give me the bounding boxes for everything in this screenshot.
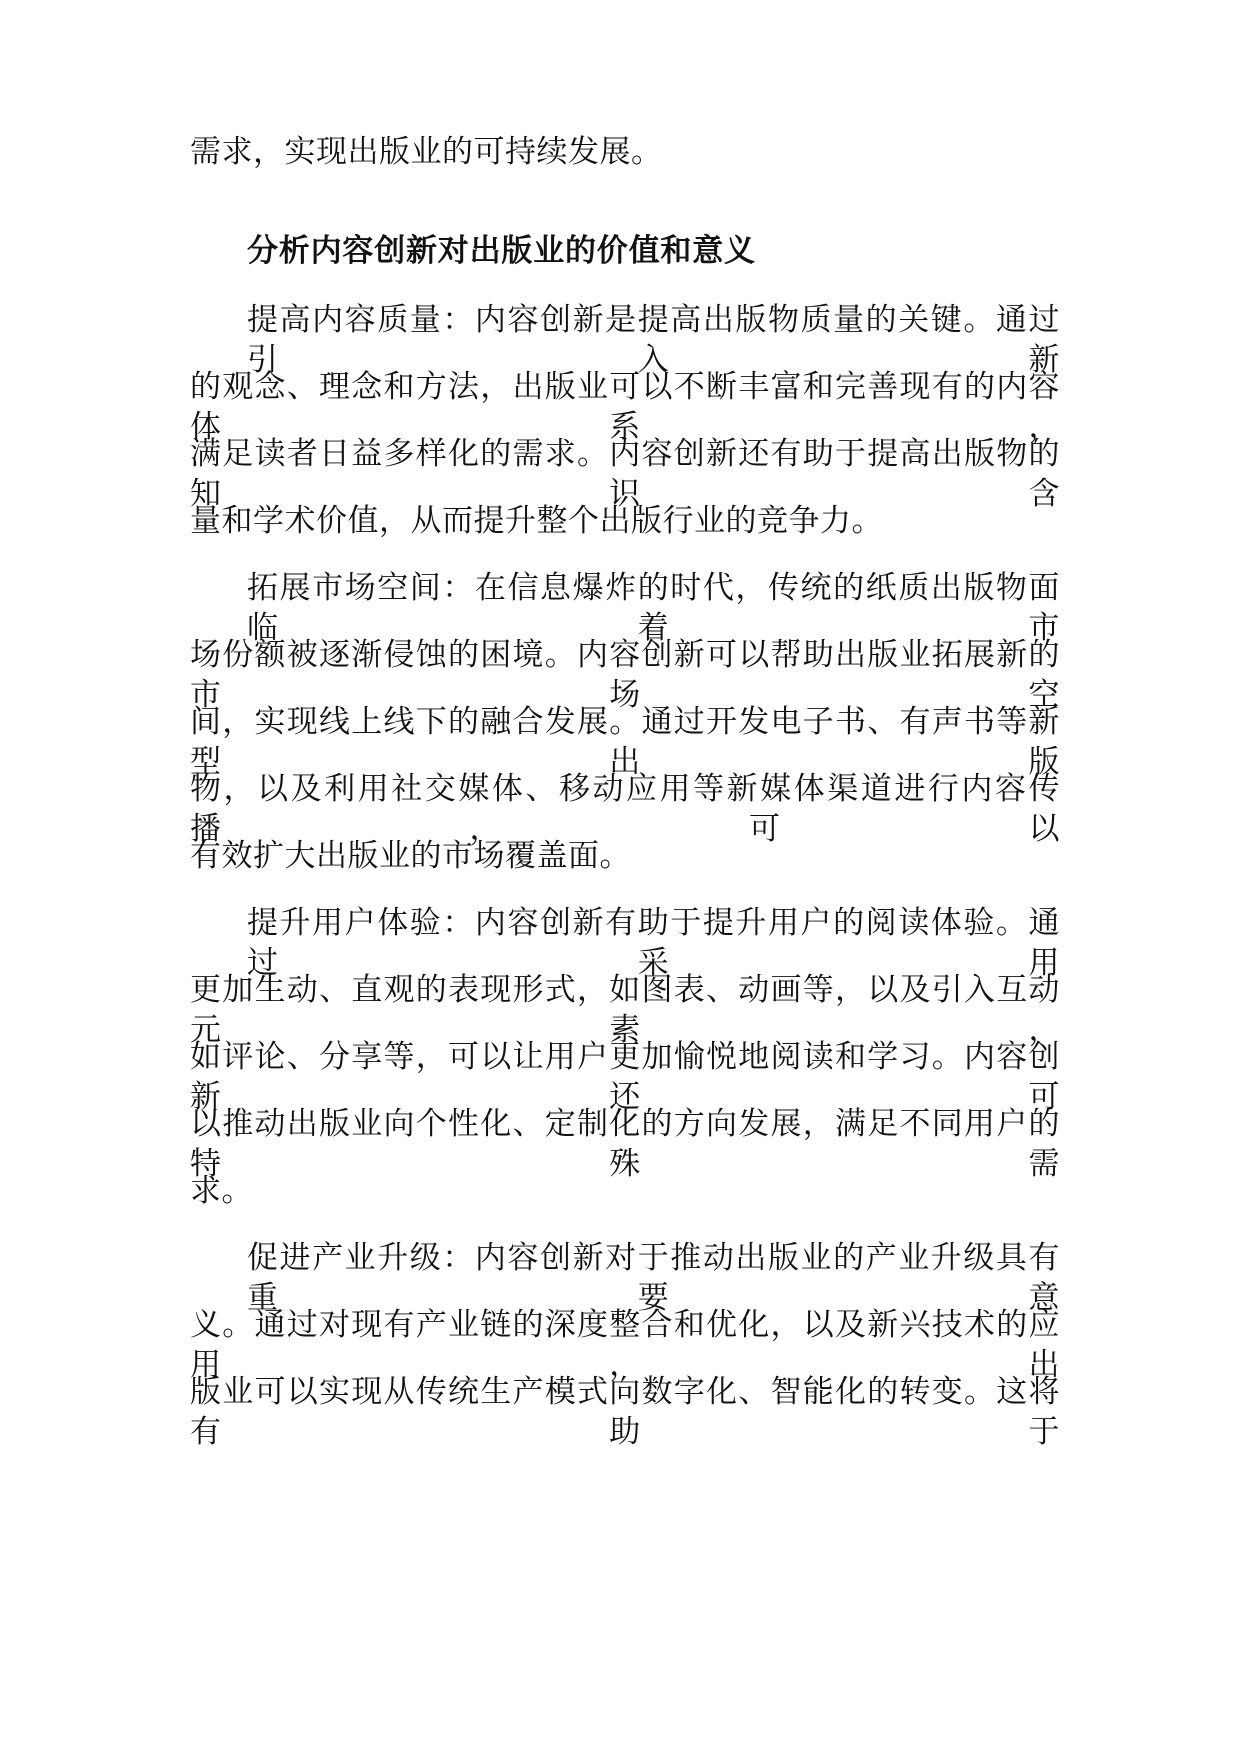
paragraph-line: 场份额被逐渐侵蚀的困境。内容创新可以帮助出版业拓展新的市场空	[190, 637, 1060, 713]
paragraph-line: 版业可以实现从传统生产模式向数字化、智能化的转变。这将有助于	[190, 1374, 1060, 1450]
paragraph-line: 物，以及利用社交媒体、移动应用等新媒体渠道进行内容传播，可以	[190, 771, 1060, 847]
paragraph-line: 拓展市场空间：在信息爆炸的时代，传统的纸质出版物面临着市	[247, 570, 1060, 646]
paragraph-line: 提高内容质量：内容创新是提高出版物质量的关键。通过引入新	[247, 302, 1060, 378]
paragraph-line: 更加生动、直观的表现形式，如图表、动画等，以及引入互动元素，	[190, 972, 1060, 1048]
paragraph-line: 义。通过对现有产业链的深度整合和优化，以及新兴技术的应用，出	[190, 1307, 1060, 1383]
paragraph-line: 促进产业升级：内容创新对于推动出版业的产业升级具有重要意	[247, 1240, 1060, 1316]
paragraph-line: 求。	[190, 1173, 253, 1209]
paragraph-line: 满足读者日益多样化的需求。内容创新还有助于提高出版物的知识含	[190, 436, 1060, 512]
section-heading: 分析内容创新对出版业的价值和意义	[247, 233, 756, 269]
paragraph-line: 提升用户体验：内容创新有助于提升用户的阅读体验。通过采用	[247, 905, 1060, 981]
paragraph-line: 间，实现线上线下的融合发展。通过开发电子书、有声书等新型出版	[190, 704, 1060, 780]
paragraph-line: 以推动出版业向个性化、定制化的方向发展，满足不同用户的特殊需	[190, 1106, 1060, 1182]
paragraph-line: 需求，实现出版业的可持续发展。	[190, 134, 663, 170]
paragraph-line: 有效扩大出版业的市场覆盖面。	[190, 838, 631, 874]
paragraph-line: 如评论、分享等，可以让用户更加愉悦地阅读和学习。内容创新还可	[190, 1039, 1060, 1115]
paragraph-line: 的观念、理念和方法，出版业可以不断丰富和完善现有的内容体系，	[190, 369, 1060, 445]
paragraph-line: 量和学术价值，从而提升整个出版行业的竞争力。	[190, 503, 883, 539]
